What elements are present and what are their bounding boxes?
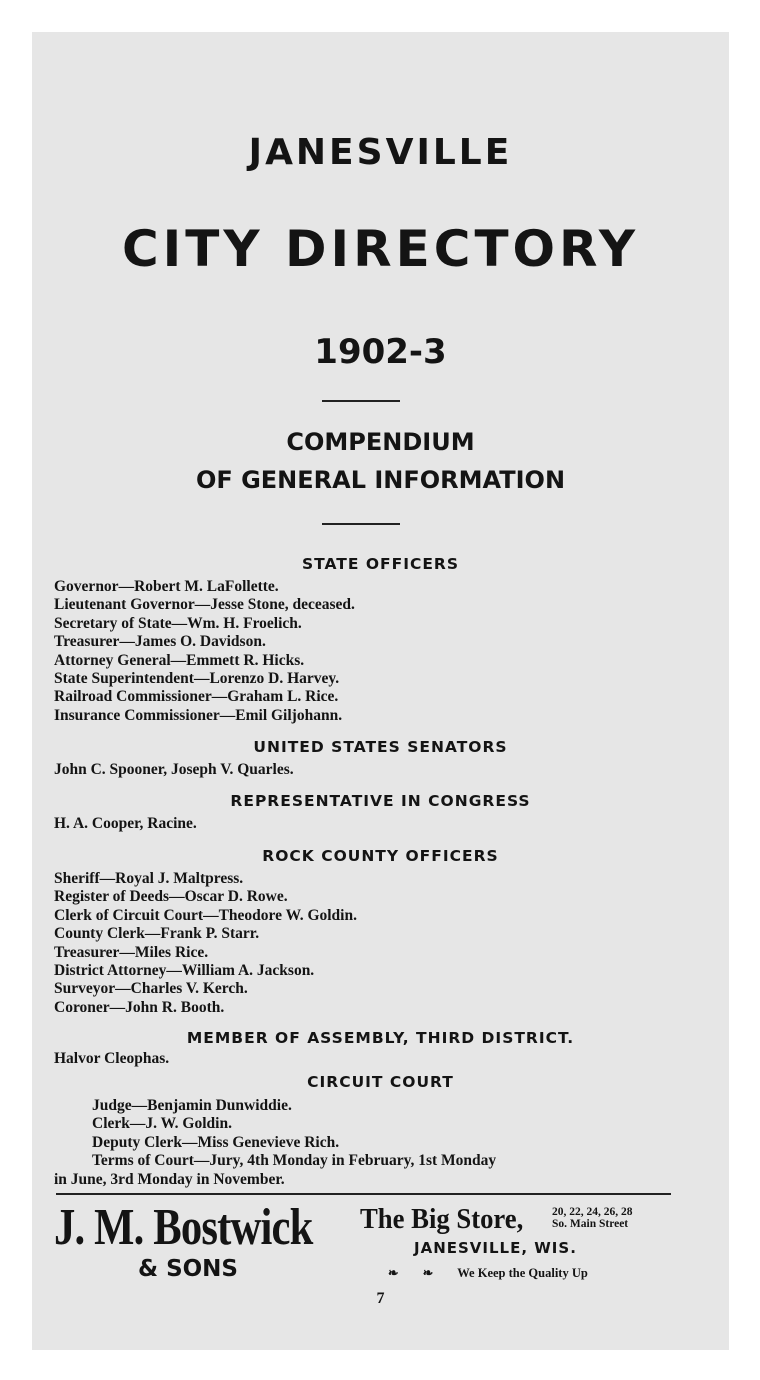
general-information-heading: OF GENERAL INFORMATION xyxy=(195,466,566,494)
store-address xyxy=(552,1206,633,1230)
list-item: in June, 3rd Monday in November. xyxy=(54,1170,285,1188)
list-item: John C. Spooner, Joseph V. Quarles. xyxy=(54,761,294,778)
assembly-list xyxy=(54,1050,709,1068)
divider-rule xyxy=(322,523,400,525)
divider-rule xyxy=(322,400,400,402)
store-city: JANESVILLE, WIS. xyxy=(414,1239,577,1257)
list-item: Sheriff—Royal J. Maltpress. xyxy=(54,870,244,887)
tagline-text: We Keep the Quality Up xyxy=(457,1266,588,1280)
list-item: Register of Deeds—Oscar D. Rowe. xyxy=(54,888,288,906)
list-item: District Attorney—William A. Jackson. xyxy=(54,962,315,980)
section-heading-circuit-court: CIRCUIT COURT xyxy=(307,1073,454,1091)
list-item: Coroner—John R. Booth. xyxy=(54,998,225,1016)
title-city-directory: CITY DIRECTORY xyxy=(121,220,640,278)
store-tagline xyxy=(388,1265,588,1281)
circuit-court-list xyxy=(54,1097,709,1189)
section-heading-assembly: MEMBER OF ASSEMBLY, THIRD DISTRICT. xyxy=(186,1029,575,1047)
list-item: Halvor Cleophas. xyxy=(54,1050,170,1067)
section-heading-state-officers: STATE OFFICERS xyxy=(301,555,460,573)
compendium-heading: COMPENDIUM xyxy=(286,428,475,456)
list-item: County Clerk—Frank P. Starr. xyxy=(54,925,260,943)
fleuron-icon: ❧ xyxy=(388,1266,399,1280)
list-item: Attorney General—Emmett R. Hicks. xyxy=(54,651,305,669)
address-numbers: 20, 22, 24, 26, 28 xyxy=(552,1206,633,1218)
list-item: Clerk of Circuit Court—Theodore W. Goldin. xyxy=(54,906,357,924)
list-item: Deputy Clerk—Miss Genevieve Rich. xyxy=(92,1133,340,1151)
footer-rule xyxy=(56,1193,671,1195)
congress-list xyxy=(54,815,709,833)
address-street: So. Main Street xyxy=(552,1218,629,1230)
page-number: 7 xyxy=(376,1290,385,1307)
list-item: H. A. Cooper, Racine. xyxy=(54,815,197,832)
senators-list xyxy=(54,761,709,779)
county-officers-list xyxy=(54,870,709,1017)
list-item: State Superintendent—Lorenzo D. Harvey. xyxy=(54,670,340,688)
advertiser-name: J. M. Bostwick xyxy=(54,1199,313,1256)
list-item: Clerk—J. W. Goldin. xyxy=(92,1115,232,1133)
section-heading-senators: UNITED STATES SENATORS xyxy=(253,738,508,756)
list-item: Governor—Robert M. LaFollette. xyxy=(54,578,279,595)
section-heading-county-officers: ROCK COUNTY OFFICERS xyxy=(262,847,499,865)
list-item: Lieutenant Governor—Jesse Stone, deceased. xyxy=(54,596,355,614)
list-item: Surveyor—Charles V. Kerch. xyxy=(54,980,248,998)
store-slogan: The Big Store, xyxy=(360,1203,524,1235)
list-item: Insurance Commissioner—Emil Giljohann. xyxy=(54,706,343,724)
directory-year: 1902-3 xyxy=(314,332,447,372)
list-item: Judge—Benjamin Dunwiddie. xyxy=(92,1097,292,1114)
directory-page xyxy=(32,32,729,1350)
list-item: Treasurer—James O. Davidson. xyxy=(54,633,266,651)
list-item: Railroad Commissioner—Graham L. Rice. xyxy=(54,688,339,706)
title-janesville: JANESVILLE xyxy=(248,132,513,173)
fleuron-icon: ❧ xyxy=(422,1266,434,1280)
state-officers-list xyxy=(54,578,709,725)
section-heading-congress: REPRESENTATIVE IN CONGRESS xyxy=(230,792,531,810)
advertiser-sons: & SONS xyxy=(138,1256,238,1282)
list-item: Terms of Court—Jury, 4th Monday in February, 1st Monday xyxy=(92,1152,497,1170)
list-item: Treasurer—Miles Rice. xyxy=(54,943,209,961)
list-item: Secretary of State—Wm. H. Froelich. xyxy=(54,614,302,632)
